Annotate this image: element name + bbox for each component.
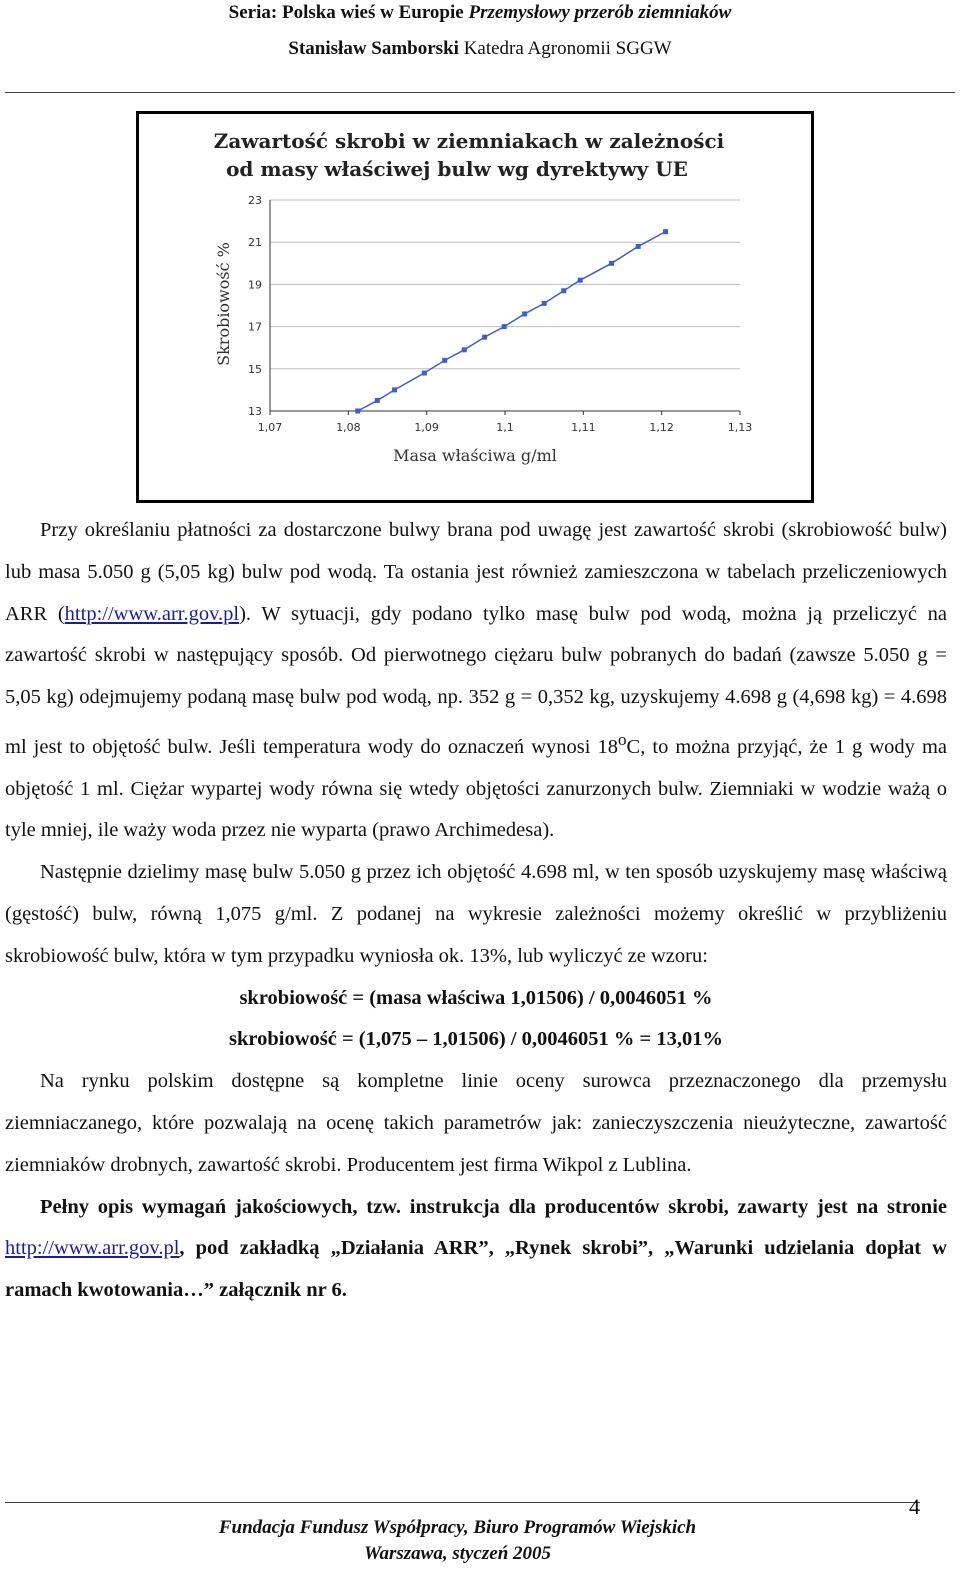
header-author: Stanisław Samborski [288,38,459,59]
paragraph-4 [5,1187,947,1312]
series-line [358,232,666,411]
arr-link-1[interactable]: http://www.arr.gov.pl [64,602,240,625]
paragraph-1-part-b: ). W sytuacji, gdy podano tylko masę bulw pod wodą, można ją przeliczyć na zawartość skrobi w następujący sposób. Od pierwotnego ciężaru bulw pobranych do badań (zawsze 5.050 g = 5,05 kg) odejmujemy podaną masę bulw pod wodą, np. 352 g = 0,352 kg, uzyskujemy 4.698 g (4,698 kg) = 4.698 ml jest to objętość bulw. Jeśli temperatura wody do oznaczeń wynosi 18 [5,602,948,758]
data-point [561,288,566,293]
paragraph-3: Na rynku polskim dostępne są kompletne linie oceny surowca przeznaczonego dla przemysłu ziemniaczanego, które pozwalają na ocenę takich parametrów jak: zanieczyszczenia nieużyteczne, zawartość ziemniaków drobnych, zawartość skrobi. Producentem jest firma Wikpol z Lublina. [5,1070,947,1176]
y-tick-label: 13 [248,405,262,418]
body-text [5,510,947,1312]
header-series: Seria: Polska wieś w Europie [228,2,464,23]
data-point [355,409,360,414]
degree-sup: o [617,729,627,749]
x-tick-label: 1,07 [257,421,283,434]
footer-line-1: Fundacja Fundusz Współpracy, Biuro Programów Wiejskich [218,1517,697,1538]
data-point [375,398,380,403]
data-point [636,244,641,249]
data-point [462,347,467,352]
data-point [542,301,547,306]
footer-rule [5,1502,920,1503]
data-point [422,371,427,376]
y-tick-label: 15 [248,362,262,376]
paragraph-4-part-b: , pod zakładką „Działania ARR”, „Rynek skrobi”, „Warunki udzielania dopłat w ramach kwotowania…” załącznik nr 6. [5,1237,947,1302]
paragraph-1 [5,510,947,852]
data-point [482,335,487,340]
formula-2: skrobiowość = (1,075 – 1,01506) / 0,0046051 % = 13,01% [229,1028,723,1051]
header-author-line [0,38,960,60]
y-axis-label: Skrobiowość % [214,242,233,366]
y-tick-label: 17 [248,320,262,334]
y-tick-label: 19 [248,278,262,292]
formula-1: skrobiowość = (masa właściwa 1,01506) / 0,0046051 % [239,986,713,1009]
paragraph-1-part-a: Przy określaniu płatności za dostarczone bulwy brana pod uwagę jest zawartość skrobi (skrobiowość bulw) lub masa 5.050 g (5,05 kg) bulw pod wodą. Ta ostania jest również zamieszczona w tabelach przeliczeniowych ARR ( [5,519,947,625]
data-point [663,229,668,234]
header-department: Katedra Agronomii SGGW [463,38,672,59]
chart-title: Zawartość skrobi w ziemniakach w zależności [213,129,725,153]
x-tick-label: 1,09 [414,421,439,434]
paragraph-4-part-a: Pełny opis wymagań jakościowych, tzw. instrukcja dla producentów skrobi, zawarty jest na stronie [40,1195,947,1218]
page-number: 4 [909,1494,920,1519]
paragraph-1-part-c: C, to można przyjąć, że 1 g wody ma objętość 1 ml. Ciężar wypartej wody równa się wtedy objętości zanurzonych bulw. Ziemniaki w wodzie ważą o tyle mniej, ile waży woda przez nie wyparta (prawo Archimedesa). [5,735,947,842]
chart-subtitle: od masy właściwej bulw wg dyrektywy UE [226,157,688,181]
header-topic: Przemysłowy przerób ziemniaków [468,2,732,23]
y-tick-label: 21 [248,236,262,250]
chart-frame [136,111,814,503]
header-rule [5,92,955,93]
data-point [609,261,614,266]
x-tick-label: 1,12 [649,421,674,434]
x-tick-label: 1,1 [496,421,514,434]
paragraph-2: Następnie dzielimy masę bulw 5.050 g przez ich objętość 4.698 ml, w ten sposób uzyskujemy masę właściwą (gęstość) bulw, równą 1,075 g/ml. Z podanej na wykresie zależności możemy określić w przybliżeniu skrobiowość bulw, która w tym przypadku wyniosła ok. 13%, lub wyliczyć ze wzoru: [5,861,947,967]
x-tick-label: 1,11 [571,421,596,434]
starch-chart [139,114,811,500]
data-point [522,311,527,316]
footer-line-2: Warszawa, styczeń 2005 [363,1543,552,1564]
x-axis-label: Masa właściwa g/ml [393,446,557,465]
data-point [578,278,583,283]
data-point [442,358,447,363]
header-series-line [0,2,960,24]
data-point [502,324,507,329]
y-tick-label: 23 [248,194,262,207]
arr-link-2[interactable]: http://www.arr.gov.pl [5,1237,180,1260]
x-tick-label: 1,08 [336,421,361,434]
x-tick-label: 1,13 [727,421,753,434]
data-point [392,387,397,392]
